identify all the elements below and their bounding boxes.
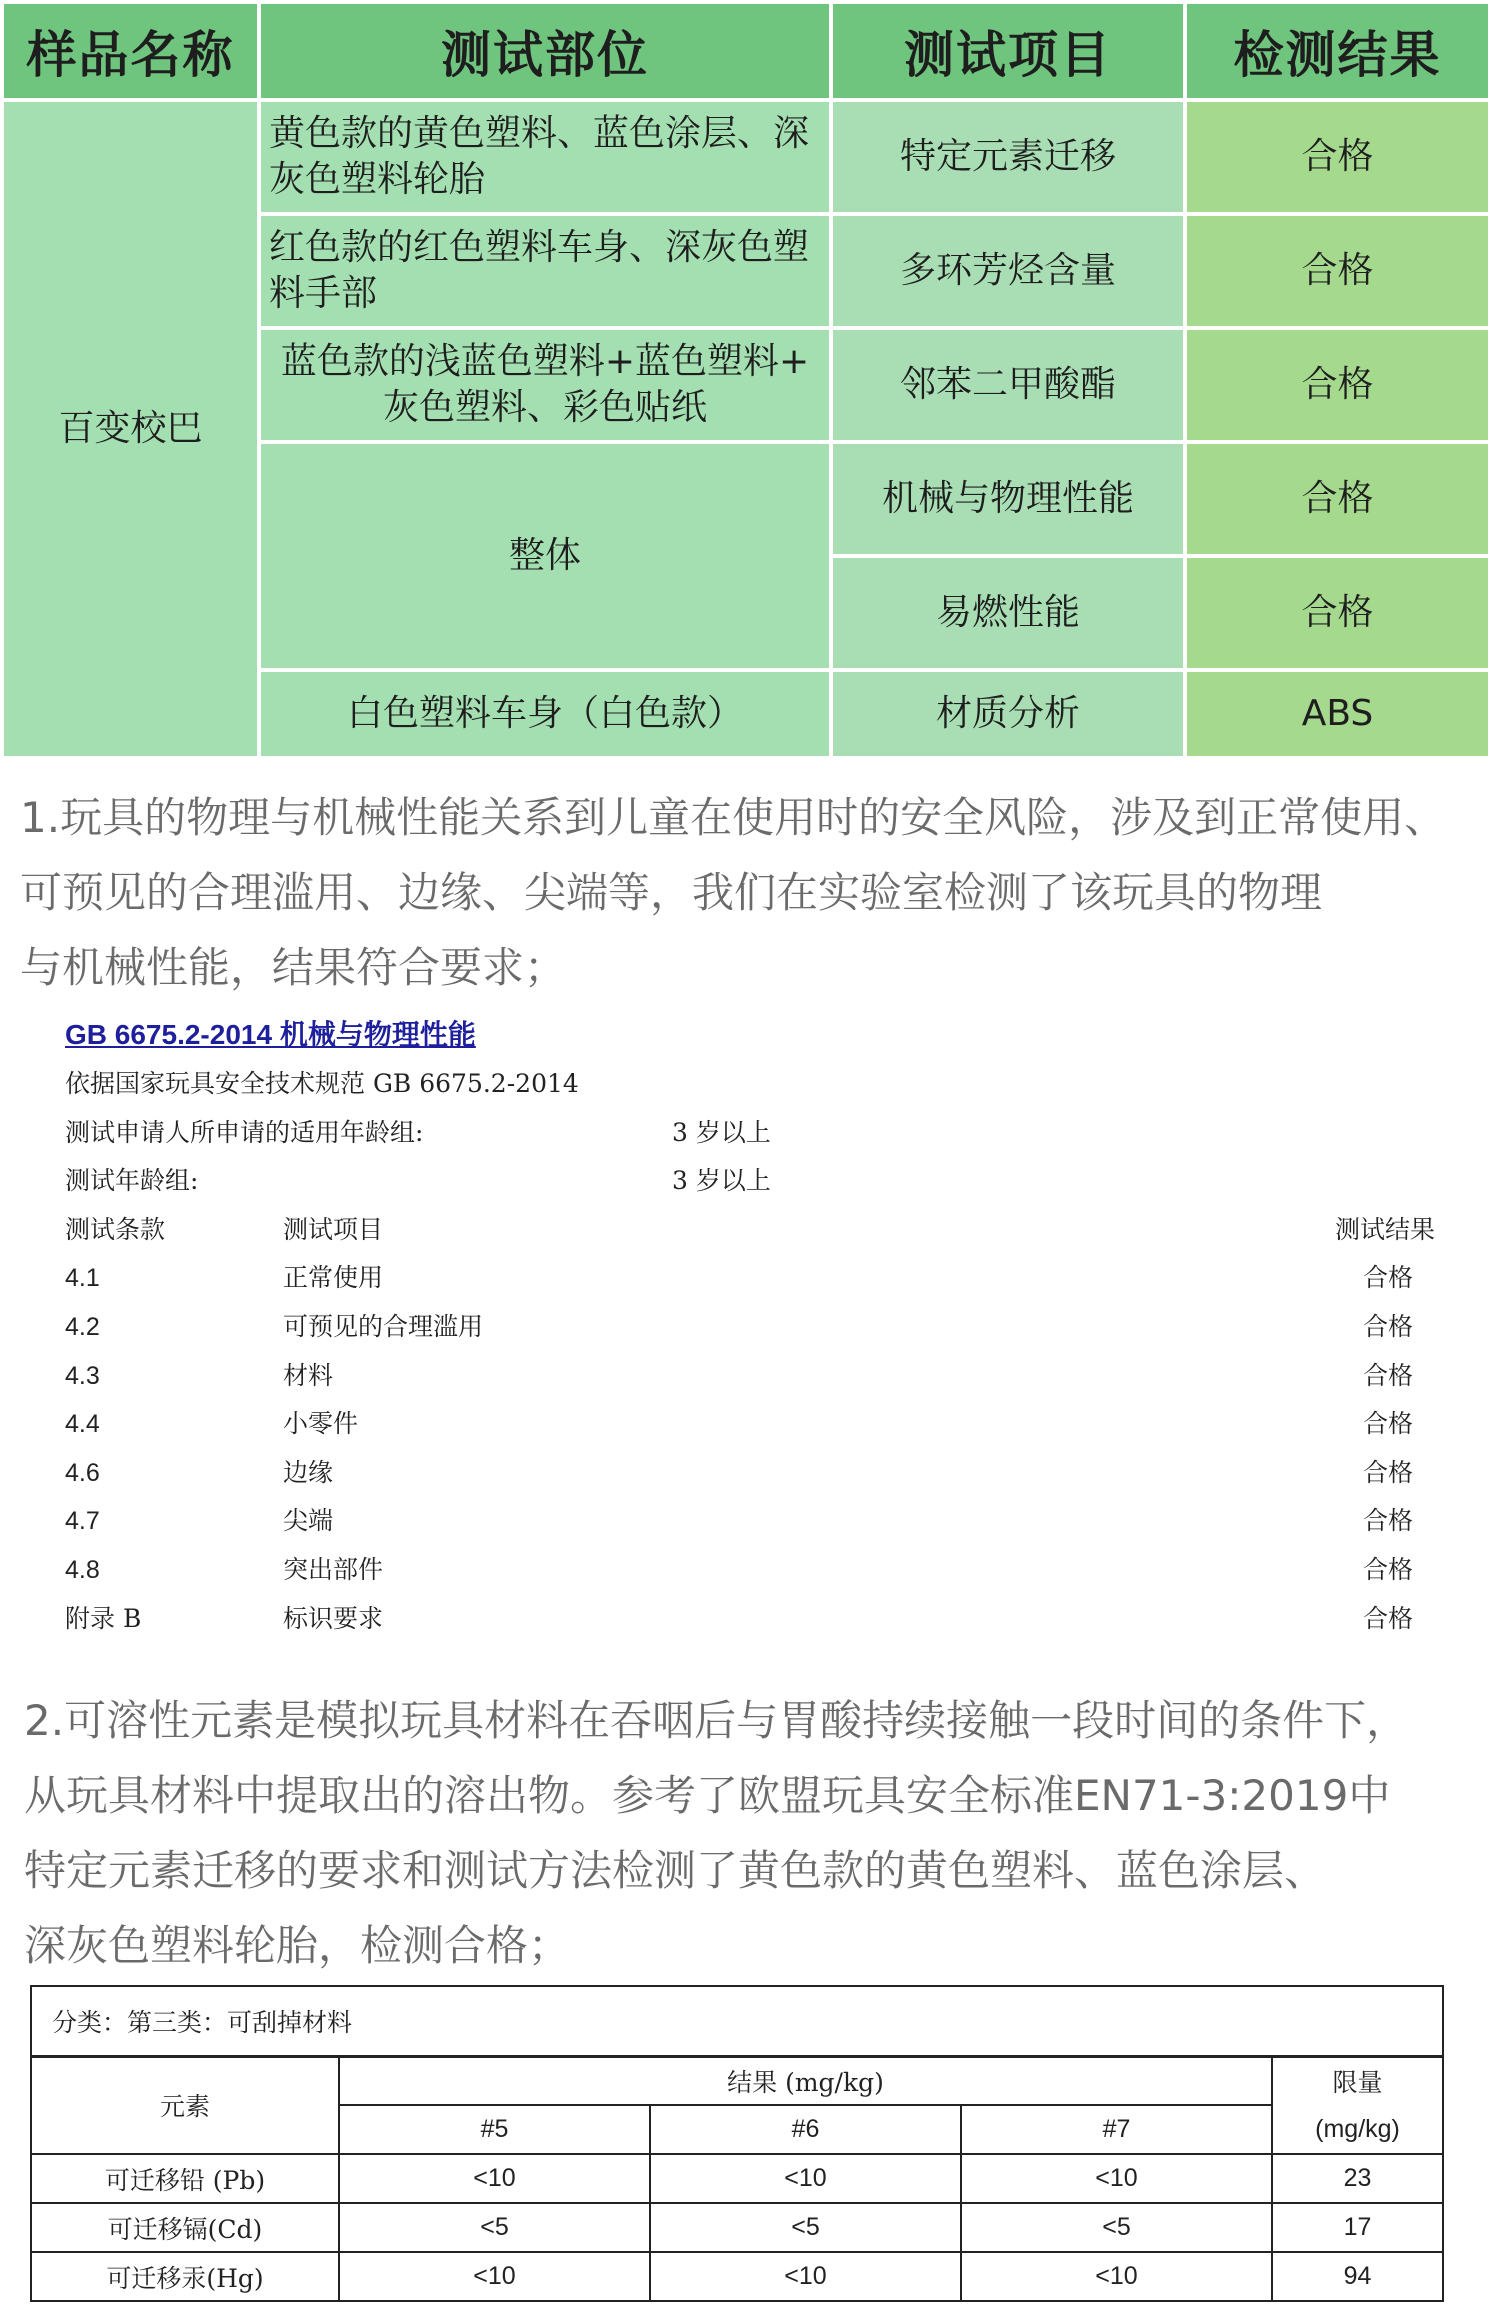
element-header: 元素 xyxy=(31,2056,339,2154)
clause: 4.4 xyxy=(65,1410,100,1439)
table-row xyxy=(31,2252,1443,2301)
table-row xyxy=(65,1497,1455,1546)
col-clause: 测试条款 xyxy=(65,1214,166,1244)
test-part-line: 料手部 xyxy=(269,273,378,314)
item: 标识要求 xyxy=(283,1603,384,1633)
test-item-cell: 材质分析 xyxy=(831,670,1185,758)
header-row-1 xyxy=(31,2056,1443,2105)
value-cell: <10 xyxy=(961,2252,1272,2301)
clause: 4.7 xyxy=(65,1507,100,1536)
test-part-line: 蓝色款的浅蓝色塑料+蓝色塑料+ xyxy=(280,341,810,382)
value-cell: <10 xyxy=(650,2154,961,2203)
table-row xyxy=(65,1546,1455,1595)
result: 合格 xyxy=(1363,1603,1414,1633)
paragraph-line: 可预见的合理滥用、边缘、尖端等，我们在实验室检测了该玩具的物理 xyxy=(20,868,1323,917)
summary-header-row xyxy=(2,2,1490,100)
clause: 4.8 xyxy=(65,1555,100,1584)
paragraph-line: 从玩具材料中提取出的溶出物。参考了欧盟玩具安全标准EN71-3:2019中 xyxy=(24,1771,1391,1820)
test-item-cell: 易燃性能 xyxy=(831,556,1185,670)
table-row xyxy=(65,1303,1455,1352)
table-row xyxy=(31,2154,1443,2203)
test-part-line: 红色款的红色塑料车身、深灰色塑 xyxy=(269,227,810,268)
value-cell: <5 xyxy=(961,2203,1272,2252)
test-result-cell: 合格 xyxy=(1185,100,1490,214)
clause: 4.2 xyxy=(65,1312,100,1341)
value-cell: <5 xyxy=(650,2203,961,2252)
table-row xyxy=(65,1400,1455,1449)
item: 小零件 xyxy=(283,1409,359,1439)
result: 合格 xyxy=(1363,1311,1414,1341)
category-label: 分类：第三类：可刮掉材料 xyxy=(31,1986,1443,2056)
result-header: 结果 (mg/kg) xyxy=(339,2056,1272,2105)
paragraph-line: 深灰色塑料轮胎，检测合格； xyxy=(24,1921,571,1970)
element-name: 可迁移镉(Cd) xyxy=(31,2203,339,2252)
test-item-cell: 机械与物理性能 xyxy=(831,442,1185,556)
test-age-label: 测试年龄组: xyxy=(65,1166,199,1196)
header-test-item: 测试项目 xyxy=(831,2,1185,100)
test-part-cell xyxy=(259,100,831,214)
table-row xyxy=(2,100,1490,214)
paragraph-line: 2.可溶性元素是模拟玩具材料在吞咽后与胃酸持续接触一段时间的条件下， xyxy=(24,1696,1409,1745)
paragraph-line: 特定元素迁移的要求和测试方法检测了黄色款的黄色塑料、蓝色涂层、 xyxy=(24,1846,1327,1895)
test-age-row xyxy=(65,1157,1455,1206)
test-result-cell: 合格 xyxy=(1185,328,1490,442)
test-result-cell: 合格 xyxy=(1185,556,1490,670)
paragraph-line: 与机械性能，结果符合要求； xyxy=(20,943,567,992)
value-cell: <10 xyxy=(650,2252,961,2301)
value-cell: <5 xyxy=(339,2203,650,2252)
test-item-cell: 特定元素迁移 xyxy=(831,100,1185,214)
clause: 附录 B xyxy=(65,1603,142,1633)
paragraph-soluble-elements xyxy=(24,1683,1499,1983)
result: 合格 xyxy=(1363,1360,1414,1390)
sample-name-cell: 百变校巴 xyxy=(2,100,259,758)
value-cell: <10 xyxy=(339,2252,650,2301)
test-part-line: 灰色塑料、彩色贴纸 xyxy=(382,387,707,428)
table-row xyxy=(65,1449,1455,1498)
sample-header: #6 xyxy=(650,2105,961,2154)
test-part-line: 黄色款的黄色塑料、蓝色涂层、深 xyxy=(269,113,810,154)
test-part-cell xyxy=(259,214,831,328)
test-result-cell: 合格 xyxy=(1185,442,1490,556)
applied-age-row xyxy=(65,1109,1455,1158)
report-column-headers xyxy=(65,1206,1455,1255)
result: 合格 xyxy=(1363,1554,1414,1584)
table-row xyxy=(65,1254,1455,1303)
test-part-cell xyxy=(259,328,831,442)
value-cell: <10 xyxy=(339,2154,650,2203)
table-row xyxy=(31,2203,1443,2252)
applied-age-label: 测试申请人所申请的适用年龄组: xyxy=(65,1117,424,1147)
paragraph-mechanical xyxy=(20,780,1495,1005)
result: 合格 xyxy=(1363,1409,1414,1439)
applied-age-value: 3 岁以上 xyxy=(672,1117,771,1147)
element-name: 可迁移铅 (Pb) xyxy=(31,2154,339,2203)
item: 正常使用 xyxy=(283,1263,384,1293)
result: 合格 xyxy=(1363,1263,1414,1293)
table-row xyxy=(65,1595,1455,1644)
value-cell: <10 xyxy=(961,2154,1272,2203)
limit-cell: 94 xyxy=(1272,2252,1443,2301)
report-basis xyxy=(65,1060,1455,1109)
clause: 4.3 xyxy=(65,1361,100,1390)
item: 材料 xyxy=(283,1360,334,1390)
element-migration-table xyxy=(30,1985,1444,2302)
mechanical-report xyxy=(65,1010,1455,1643)
limit-unit-header: (mg/kg) xyxy=(1272,2105,1443,2154)
test-part-cell: 整体 xyxy=(259,442,831,670)
header-test-result: 检测结果 xyxy=(1185,2,1490,100)
test-result-cell: 合格 xyxy=(1185,214,1490,328)
col-result: 测试结果 xyxy=(1335,1214,1436,1244)
test-part-line: 灰色塑料轮胎 xyxy=(269,159,486,200)
summary-table xyxy=(0,0,1492,760)
basis-text: 依据国家玩具安全技术规范 GB 6675.2-2014 xyxy=(65,1069,579,1098)
item: 可预见的合理滥用 xyxy=(283,1311,484,1341)
report-title: GB 6675.2-2014 机械与物理性能 xyxy=(65,1019,476,1050)
col-item: 测试项目 xyxy=(283,1214,384,1244)
limit-header: 限量 xyxy=(1272,2056,1443,2105)
limit-cell: 17 xyxy=(1272,2203,1443,2252)
sample-header: #5 xyxy=(339,2105,650,2154)
paragraph-line: 1.玩具的物理与机械性能关系到儿童在使用时的安全风险，涉及到正常使用、 xyxy=(20,793,1447,842)
sample-header: #7 xyxy=(961,2105,1272,2154)
item: 尖端 xyxy=(283,1506,334,1536)
header-sample-name: 样品名称 xyxy=(2,2,259,100)
test-result-cell: ABS xyxy=(1185,670,1490,758)
result: 合格 xyxy=(1363,1506,1414,1536)
test-age-value: 3 岁以上 xyxy=(672,1166,771,1196)
category-row xyxy=(31,1986,1443,2056)
test-item-cell: 多环芳烃含量 xyxy=(831,214,1185,328)
table-row xyxy=(65,1352,1455,1401)
limit-cell: 23 xyxy=(1272,2154,1443,2203)
item: 突出部件 xyxy=(283,1554,384,1584)
test-item-cell: 邻苯二甲酸酯 xyxy=(831,328,1185,442)
result: 合格 xyxy=(1363,1457,1414,1487)
test-part-cell: 白色塑料车身（白色款） xyxy=(259,670,831,758)
clause: 4.6 xyxy=(65,1458,100,1487)
element-name: 可迁移汞(Hg) xyxy=(31,2252,339,2301)
item: 边缘 xyxy=(283,1457,334,1487)
header-test-part: 测试部位 xyxy=(259,2,831,100)
clause: 4.1 xyxy=(65,1264,100,1293)
